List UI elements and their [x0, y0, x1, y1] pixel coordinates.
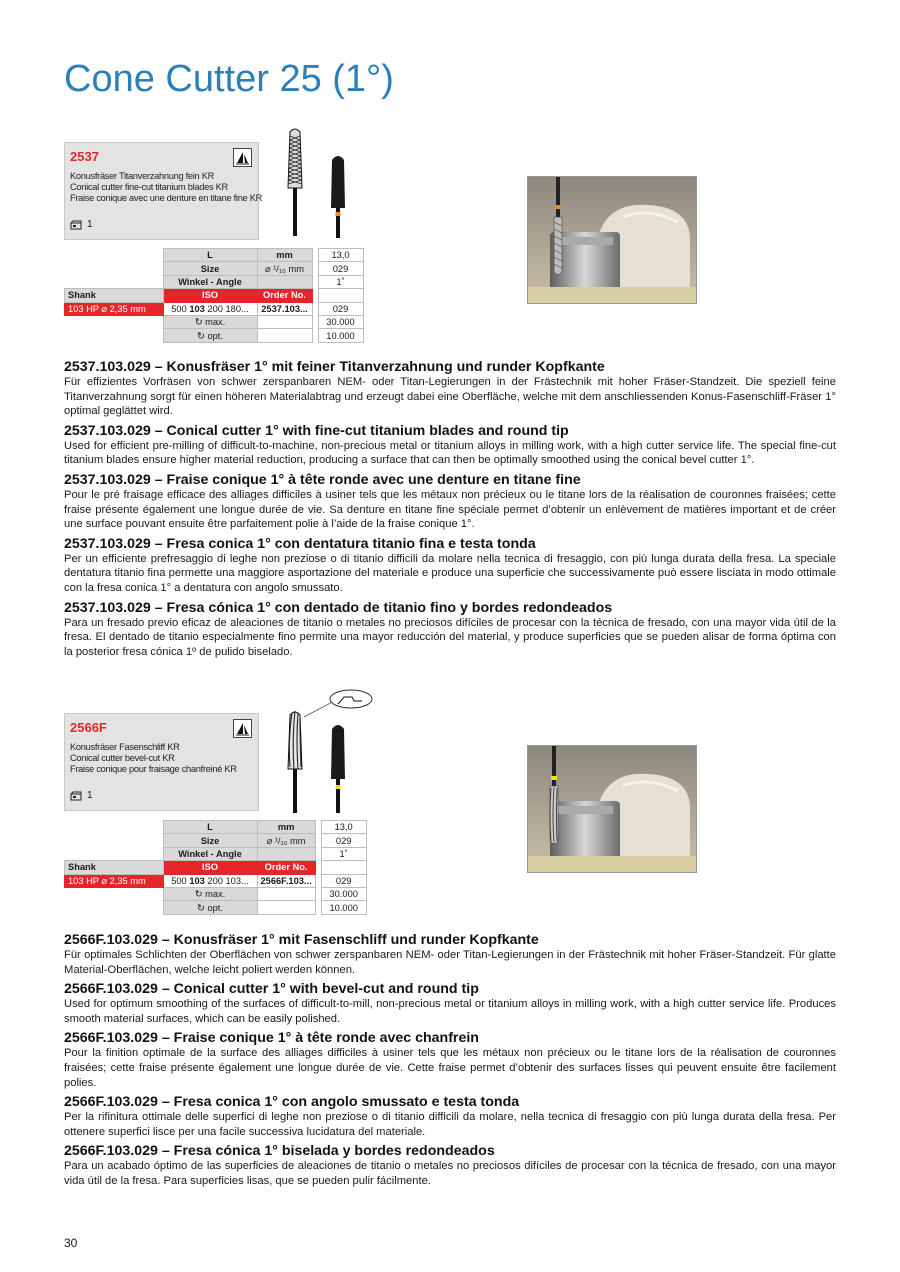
angle-symbol-icon [233, 148, 252, 167]
section-body-fr: Pour la finition optimale de la surface des alliages difficiles à usiner tels que les métaux non précieux ou le titane lors de la réalisation de couronnes fraisées; cette fraise présente également une longue durée de vie. Cette fraise permet d’obtenir des surfaces lisses qui peuvent ensuite être facilement polies. [64, 1047, 836, 1089]
spec-label-size: Size [163, 262, 257, 275]
spec-value-length: 13,0 [321, 821, 366, 834]
description-en: Conical cutter fine-cut titanium blades KR [70, 182, 228, 192]
section-heading-fr: 2537.103.029 – Fraise conique 1° à tête ronde avec une denture en titane fine [64, 471, 581, 488]
speed-max-label: ↻ max. [163, 887, 257, 900]
package-icon [70, 220, 81, 229]
package-icon [70, 791, 81, 800]
description-de: Konusfräser Fasenschliff KR [70, 742, 180, 752]
shank-label: Shank [65, 861, 164, 874]
rotation-icon: ↻ [197, 330, 205, 341]
section-heading-es: 2566F.103.029 – Fresa cónica 1° biselada y bordes redondeados [64, 1143, 495, 1160]
section-body-fr: Pour le pré fraisage efficace des alliages difficiles à usiner tels que les métaux non précieux ou le titane lors de la réalisation de couronnes fraisées; cette fraise présente également une longue durée de vie. Sa denture en titane fine spéciale permet d’obtenir un enlèvement de matières important et de créer une surface pouvant ensuite être parfaitement polie à l’aide de la fraise conique 1°. [64, 488, 836, 531]
product-code: 2537 [70, 149, 99, 164]
section-heading-es: 2537.103.029 – Fresa cónica 1° con dentado de titanio fino y bordes redondeados [64, 599, 613, 616]
product-2566F [64, 713, 844, 913]
section-body-es: Para un acabado óptimo de las superficies de aleaciones de titanio o metales no preciosos difíciles de procesar con la técnica de fresado, con una mayor vida útil de la fresa. Para superficies lisas, que se pueden pulir fácilmente. [64, 1160, 836, 1187]
tip-detail-callout [304, 689, 374, 719]
speed-opt-label: ↻ opt. [163, 329, 257, 342]
section-heading-fr: 2566F.103.029 – Fraise conique 1° à tête ronde avec chanfrein [64, 1030, 479, 1047]
product-description [70, 171, 263, 204]
speed-max-value: 30.000 [318, 315, 363, 328]
spec-label-length: L [163, 249, 257, 262]
rotation-icon: ↻ [194, 317, 203, 328]
section-heading-en: 2566F.103.029 – Conical cutter 1° with bevel-cut and round tip [64, 981, 479, 998]
iso-header: ISO [163, 289, 257, 302]
section-heading-en: 2537.103.029 – Conical cutter 1° with fine-cut titanium blades and round tip [64, 422, 569, 439]
product-2537 [64, 142, 844, 342]
iso-number: 500 103 200 180... [163, 302, 257, 315]
row-size-value: 029 [318, 302, 363, 315]
pack-quantity [70, 219, 93, 230]
spec-unit-length: mm [257, 249, 312, 262]
order-number-header: Order No. [257, 289, 312, 302]
section-body-it: Per un efficiente prefresaggio di leghe non preziose o di titanio difficili da molare nella tecnica di fresaggio, con più lunga durata della fresa. La speciale dentatura titanio fina permette una maggiore asportazione del materiale e produce una superficie che successivamente può essere lisciata in modo ottimale con la fresa conica 1° a dentatura con angolo smussato. [64, 552, 836, 594]
bur-drawing-side [326, 154, 350, 240]
spec-value-angle: 1˚ [318, 275, 363, 288]
order-number: 2566F.103... [257, 874, 315, 887]
product-info-box [64, 142, 263, 240]
description-fr: Fraise conique pour fraisage chanfreiné KR [70, 764, 237, 774]
order-number: 2537.103... [257, 302, 312, 315]
rotation-icon: ↻ [194, 889, 203, 900]
description-section-2566F [64, 932, 836, 1193]
spec-label-size: Size [163, 834, 257, 847]
bur-drawing-front [274, 709, 314, 815]
description-section-2537 [64, 359, 836, 663]
description-de: Konusfräser Titanverzahnung fein KR [70, 171, 215, 181]
bur-drawing-front [274, 126, 314, 238]
speed-max-value: 30.000 [321, 887, 366, 900]
spec-unit-length: mm [257, 821, 315, 834]
shank-label: Shank [65, 289, 164, 302]
specification-table [64, 820, 367, 915]
section-body-it: Per la rifinitura ottimale delle superfici di leghe non preziose o di titanio difficili da molare, nella tecnica di fresaggio con più lunga durata della fresa. Per ottenere superfici lisce per una facile successiva lucidatura del materiale. [64, 1111, 836, 1138]
bur-drawing-side [326, 723, 350, 815]
product-photo-2537 [527, 176, 697, 304]
section-heading-de: 2566F.103.029 – Konusfräser 1° mit Fasenschliff und runder Kopfkante [64, 932, 539, 948]
shank-value: 103 HP ⌀ 2,35 mm [65, 874, 164, 887]
spec-label-angle: Winkel - Angle [163, 275, 257, 288]
section-body-en: Used for optimum smoothing of the surfaces of difficult-to-mill, non-precious metal or titanium alloys in milling work, with a high cutter service life. Produces smooth material surfaces, which can be easily polished. [64, 998, 836, 1025]
row-size-value: 029 [321, 874, 366, 887]
spec-value-length: 13,0 [318, 249, 363, 262]
spec-value-angle: 1˚ [321, 847, 366, 860]
pack-quantity-value: 1 [87, 790, 93, 801]
angle-symbol-icon [233, 719, 252, 738]
spec-value-size: 029 [321, 834, 366, 847]
section-body-es: Para un fresado previo eficaz de aleaciones de titanio o metales no preciosos difíciles de procesar con la técnica de fresado, con una mayor vida útil de la fresa. El dentado de titanio especialmente fino permite una mayor reducción del material, y produce superficies que se pueden alisar de forma óptima con la posterior fresa cónica 1º de pulido biselado. [64, 616, 836, 658]
section-body-de: Für optimales Schlichten der Oberflächen von schwer zerspanbaren NEM- oder Titan-Legierungen in der Frästechnik mit hoher Fräser-Standzeit. Für glatte Material-Oberflächen, welche leicht poliert werden können. [64, 949, 836, 976]
pack-quantity-value: 1 [87, 219, 93, 230]
speed-opt-value: 10.000 [318, 329, 363, 342]
pack-quantity [70, 790, 93, 801]
iso-header: ISO [163, 861, 257, 874]
speed-opt-value: 10.000 [321, 901, 366, 914]
iso-number: 500 103 200 103... [163, 874, 257, 887]
shank-value: 103 HP ⌀ 2,35 mm [65, 302, 164, 315]
section-heading-de: 2537.103.029 – Konusfräser 1° mit feiner Titanverzahnung und runder Kopfkante [64, 359, 605, 375]
product-info-box [64, 713, 259, 811]
spec-unit-size: ⌀ ¹/₁₀ mm [257, 262, 312, 275]
description-en: Conical cutter bevel-cut KR [70, 753, 175, 763]
product-code: 2566F [70, 720, 107, 735]
order-number-header: Order No. [257, 861, 315, 874]
spec-value-size: 029 [318, 262, 363, 275]
section-heading-it: 2566F.103.029 – Fresa conica 1° con angolo smussato e testa tonda [64, 1094, 520, 1111]
section-heading-it: 2537.103.029 – Fresa conica 1° con dentatura titanio fina e testa tonda [64, 535, 536, 552]
product-description [70, 742, 237, 775]
section-body-de: Für effizientes Vorfräsen von schwer zerspanbaren NEM- oder Titan-Legierungen in der Frästechnik mit hoher Fräser-Standzeit. Die speziell feine Titanverzahnung sorgt für einen höheren Materialabtrag und erzeugt dabei eine Oberfläche, welche mit dem anschliessenden Konus-Fasenschliff-Fräser 1° optimal geglättet wird. [64, 376, 836, 418]
page-number: 30 [64, 1236, 78, 1250]
spec-label-angle: Winkel - Angle [163, 847, 257, 860]
rotation-icon: ↻ [197, 902, 205, 913]
page-title: Cone Cutter 25 (1°) [64, 58, 394, 100]
product-photo-2566F [527, 745, 697, 873]
spec-unit-size: ⌀ ¹/₁₀ mm [257, 834, 315, 847]
section-body-en: Used for efficient pre-milling of difficult-to-machine, non-precious metal or titanium alloys in milling work, with a high cutter service life. The special fine-cut titanium blades ensure higher material reduction, producing a surface that can then be optimally smoothed using the conical bevel cutter 1°. [64, 439, 836, 467]
description-fr: Fraise conique avec une denture en titane fine KR [70, 193, 263, 203]
speed-max-label: ↻ max. [163, 315, 257, 328]
specification-table [64, 248, 364, 343]
spec-label-length: L [163, 821, 257, 834]
speed-opt-label: ↻ opt. [163, 901, 257, 914]
